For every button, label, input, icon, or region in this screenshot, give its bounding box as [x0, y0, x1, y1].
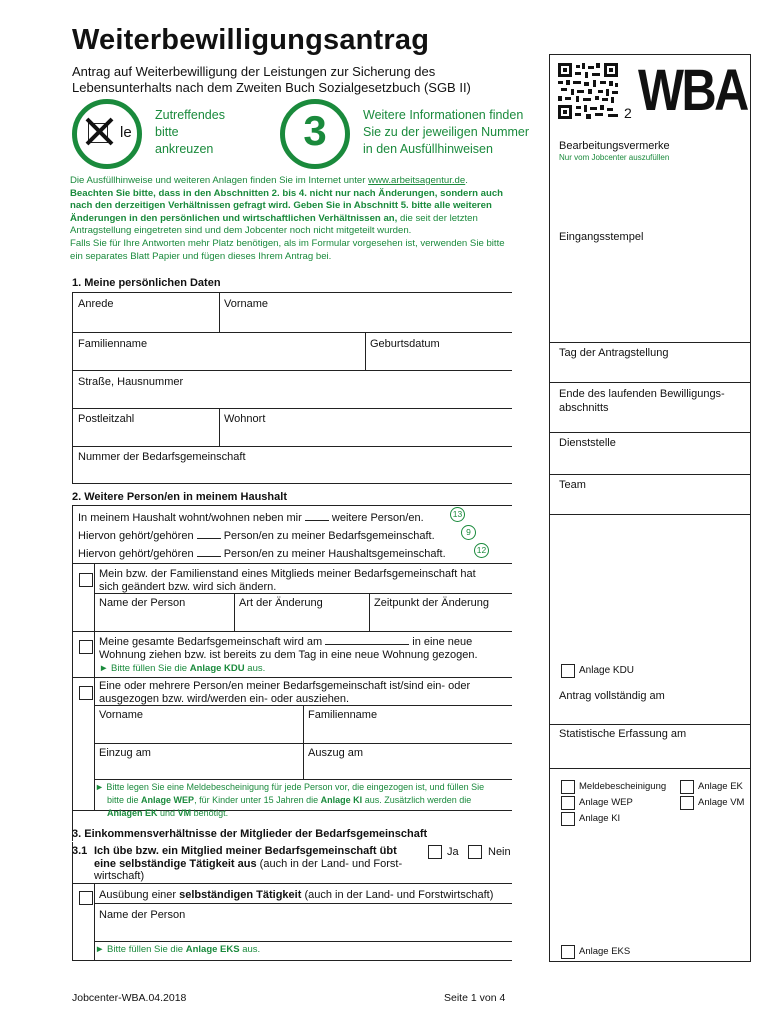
selbstaendig-text: Ausübung einer selbständigen Tätigkeit (auch in der Land- und Forstwirtschaft)	[99, 889, 494, 901]
wohnort-field[interactable]: Wohnort	[224, 413, 266, 425]
personal-data-block	[72, 292, 512, 484]
row-bedarfsgemeinschaft: Hiervon gehört/gehören Person/en zu meiner Bedarfsgemeinschaft.	[78, 530, 435, 542]
anlage-eks-checkbox[interactable]	[561, 945, 575, 959]
household-block	[72, 505, 512, 961]
anrede-field[interactable]: Anrede	[78, 298, 114, 310]
crossed-fragment: le	[120, 124, 132, 141]
meldebescheinigung-label: Meldebescheinigung	[579, 781, 667, 792]
familienstand-text: Mein bzw. der Familienstand eines Mitglieds meiner Bedarfsgemeinschaft hat sich geändert bzw. wird sich ändern.	[99, 568, 476, 593]
ja-checkbox[interactable]	[428, 845, 442, 859]
dienststelle-field[interactable]: Dienststelle	[559, 437, 616, 449]
hint-right: Weitere Informationen finden Sie zu der jeweiligen Nummer in den Ausfüllhinweisen	[363, 108, 530, 156]
page-title: Weiterbewilligungsantrag	[72, 24, 430, 56]
strasse-field[interactable]: Straße, Hausnummer	[78, 376, 184, 388]
nein-checkbox[interactable]	[468, 845, 482, 859]
hint-number: 3	[303, 107, 327, 154]
section1-heading: 1. Meine persönlichen Daten	[72, 277, 221, 289]
name-person-field[interactable]: Name der Person	[99, 909, 186, 921]
geburtsdatum-field[interactable]: Geburtsdatum	[370, 338, 440, 350]
anlage-kdu-label: Anlage KDU	[579, 665, 635, 676]
anlage-ek-checkbox[interactable]	[680, 780, 694, 794]
question-3-1-text: Ich übe bzw. ein Mitglied meiner Bedarfsgemeinschaft übt eine selbständige Tätigkeit aus (auch in der Land- und Forst- wirtschaft)	[94, 845, 403, 882]
vollstaendig-field[interactable]: Antrag vollständig am	[559, 690, 665, 702]
footer-page: Seite 1 von 4	[444, 992, 506, 1004]
question-3-1-num: 3.1	[72, 845, 88, 857]
row-weitere-personen: In meinem Haushalt wohnt/wohnen neben mir weitere Person/en.	[78, 512, 424, 524]
familienname-field[interactable]: Familienname	[78, 338, 148, 350]
team-field[interactable]: Team	[559, 479, 586, 491]
hint-left: Zutreffendes bitte ankreuzen	[155, 108, 225, 156]
website-link[interactable]: www.arbeitsagentur.de	[368, 175, 466, 186]
meldebescheinigung-checkbox[interactable]	[561, 780, 575, 794]
statistik-field[interactable]: Statistische Erfassung am	[559, 728, 687, 740]
hg-personen-input[interactable]	[197, 546, 221, 557]
weitere-personen-input[interactable]	[305, 510, 329, 521]
plz-field[interactable]: Postleitzahl	[78, 413, 135, 425]
eks-hint: ► Bitte füllen Sie die Anlage EKS aus.	[95, 944, 261, 955]
bg-nummer-field[interactable]: Nummer der Bedarfsgemeinschaft	[78, 451, 246, 463]
qr-code-icon	[558, 63, 618, 119]
anlage-vm-label: Anlage VM	[698, 797, 745, 808]
eingangsstempel-field[interactable]: Eingangsstempel	[559, 231, 644, 243]
col-einzug[interactable]: Einzug am	[99, 747, 151, 759]
col-name-person[interactable]: Name der Person	[99, 597, 186, 609]
col-zeitpunkt[interactable]: Zeitpunkt der Änderung	[374, 597, 489, 609]
col-familienname[interactable]: Familienname	[308, 709, 378, 721]
anlage-ki-label: Anlage KI	[579, 813, 621, 824]
cross-mark-icon	[84, 116, 116, 148]
ende-abschnitt-field[interactable]: Ende des laufenden Bewilligungs- abschnitts	[559, 388, 725, 414]
umzug-checkbox[interactable]	[79, 640, 93, 654]
anlage-vm-checkbox[interactable]	[680, 796, 694, 810]
ja-label: Ja	[447, 846, 459, 858]
bearbeitung-label: Bearbeitungsvermerke	[559, 140, 670, 152]
subtitle: Antrag auf Weiterbewilligung der Leistungen zur Sicherung des Lebensunterhalts nach dem Zweiten Buch Sozialgesetzbuch (SGB II)	[72, 64, 471, 95]
vorname-field[interactable]: Vorname	[224, 298, 269, 310]
col-auszug[interactable]: Auszug am	[308, 747, 364, 759]
umzug-text: Meine gesamte Bedarfsgemeinschaft wird am in eine neue Wohnung ziehen bzw. ist bereits zu dem Tag in eine neue Wohnung gezogen.	[99, 636, 478, 661]
einauszug-hint: ► Bitte legen Sie eine Meldebescheinigung für jede Person vor, die eingezogen ist, und füllen Sie bitte die Anlage WEP, für Kinder unter 15 Jahren die Anlage KI aus. Zusätzlich werden die Anlagen EK und VM benötigt.	[95, 782, 485, 818]
instructions-notes: Die Ausfüllhinweise und weiteren Anlagen finden Sie im Internet unter www.arbeitsagentur.de. Beachten Sie bitte, dass in den Abschnitten 2. bis 4. nicht nur nach Änderungen, sondern auch nach den derzeitigen Verhältnissen gefragt wird. Geben Sie in Abschnitt 5. bitte alle weiteren Änderungen in den persönlichen und wirtschaftlichen Verhältnissen an, die seit der letzten Antragstellung eingetreten sind und dem Jobcenter noch nicht mitgeteilt wurden. Falls Sie für Ihre Antworten mehr Platz benötigen, als im Formular vorgesehen ist, verwenden Sie bitte ein separates Blatt Papier und fügen dieses Ihrem Antrag bei.	[70, 175, 505, 262]
info-13-icon: 13	[450, 507, 465, 522]
anlage-ki-checkbox[interactable]	[561, 812, 575, 826]
section3-heading: 3. Einkommensverhältnisse der Mitglieder der Bedarfsgemeinschaft	[72, 828, 428, 840]
nein-label: Nein	[488, 846, 511, 858]
footer-code: Jobcenter-WBA.04.2018	[72, 992, 187, 1004]
anlage-eks-label: Anlage EKS	[579, 946, 631, 957]
anlage-kdu-checkbox[interactable]	[561, 664, 575, 678]
info-12-icon: 12	[474, 543, 489, 558]
anlage-ek-label: Anlage EK	[698, 781, 743, 792]
anlage-wep-checkbox[interactable]	[561, 796, 575, 810]
form-code-small: 2	[624, 105, 632, 121]
form-code: WBA	[638, 58, 747, 123]
section2-heading: 2. Weitere Person/en in meinem Haushalt	[72, 491, 287, 503]
tag-antragstellung-field[interactable]: Tag der Antragstellung	[559, 347, 669, 359]
umzug-hint: ► Bitte füllen Sie die Anlage KDU aus.	[99, 663, 266, 674]
anlage-wep-label: Anlage WEP	[579, 797, 633, 808]
einauszug-text: Eine oder mehrere Person/en meiner Bedarfsgemeinschaft ist/sind ein- oder ausgezogen bzw. wird/werden ein- oder ausziehen.	[99, 680, 471, 705]
jobcenter-sidebar	[549, 54, 751, 962]
selbstaendig-checkbox[interactable]	[79, 891, 93, 905]
col-vorname[interactable]: Vorname	[99, 709, 144, 721]
einauszug-checkbox[interactable]	[79, 686, 93, 700]
bearbeitung-note: Nur vom Jobcenter auszufüllen	[559, 153, 670, 162]
col-art-aenderung[interactable]: Art der Änderung	[239, 597, 323, 609]
row-haushaltsgemeinschaft: Hiervon gehört/gehören Person/en zu meiner Haushaltsgemeinschaft.	[78, 548, 446, 560]
bg-personen-input[interactable]	[197, 528, 221, 539]
umzug-datum-input[interactable]	[325, 634, 409, 645]
info-9-icon: 9	[461, 525, 476, 540]
familienstand-checkbox[interactable]	[79, 573, 93, 587]
